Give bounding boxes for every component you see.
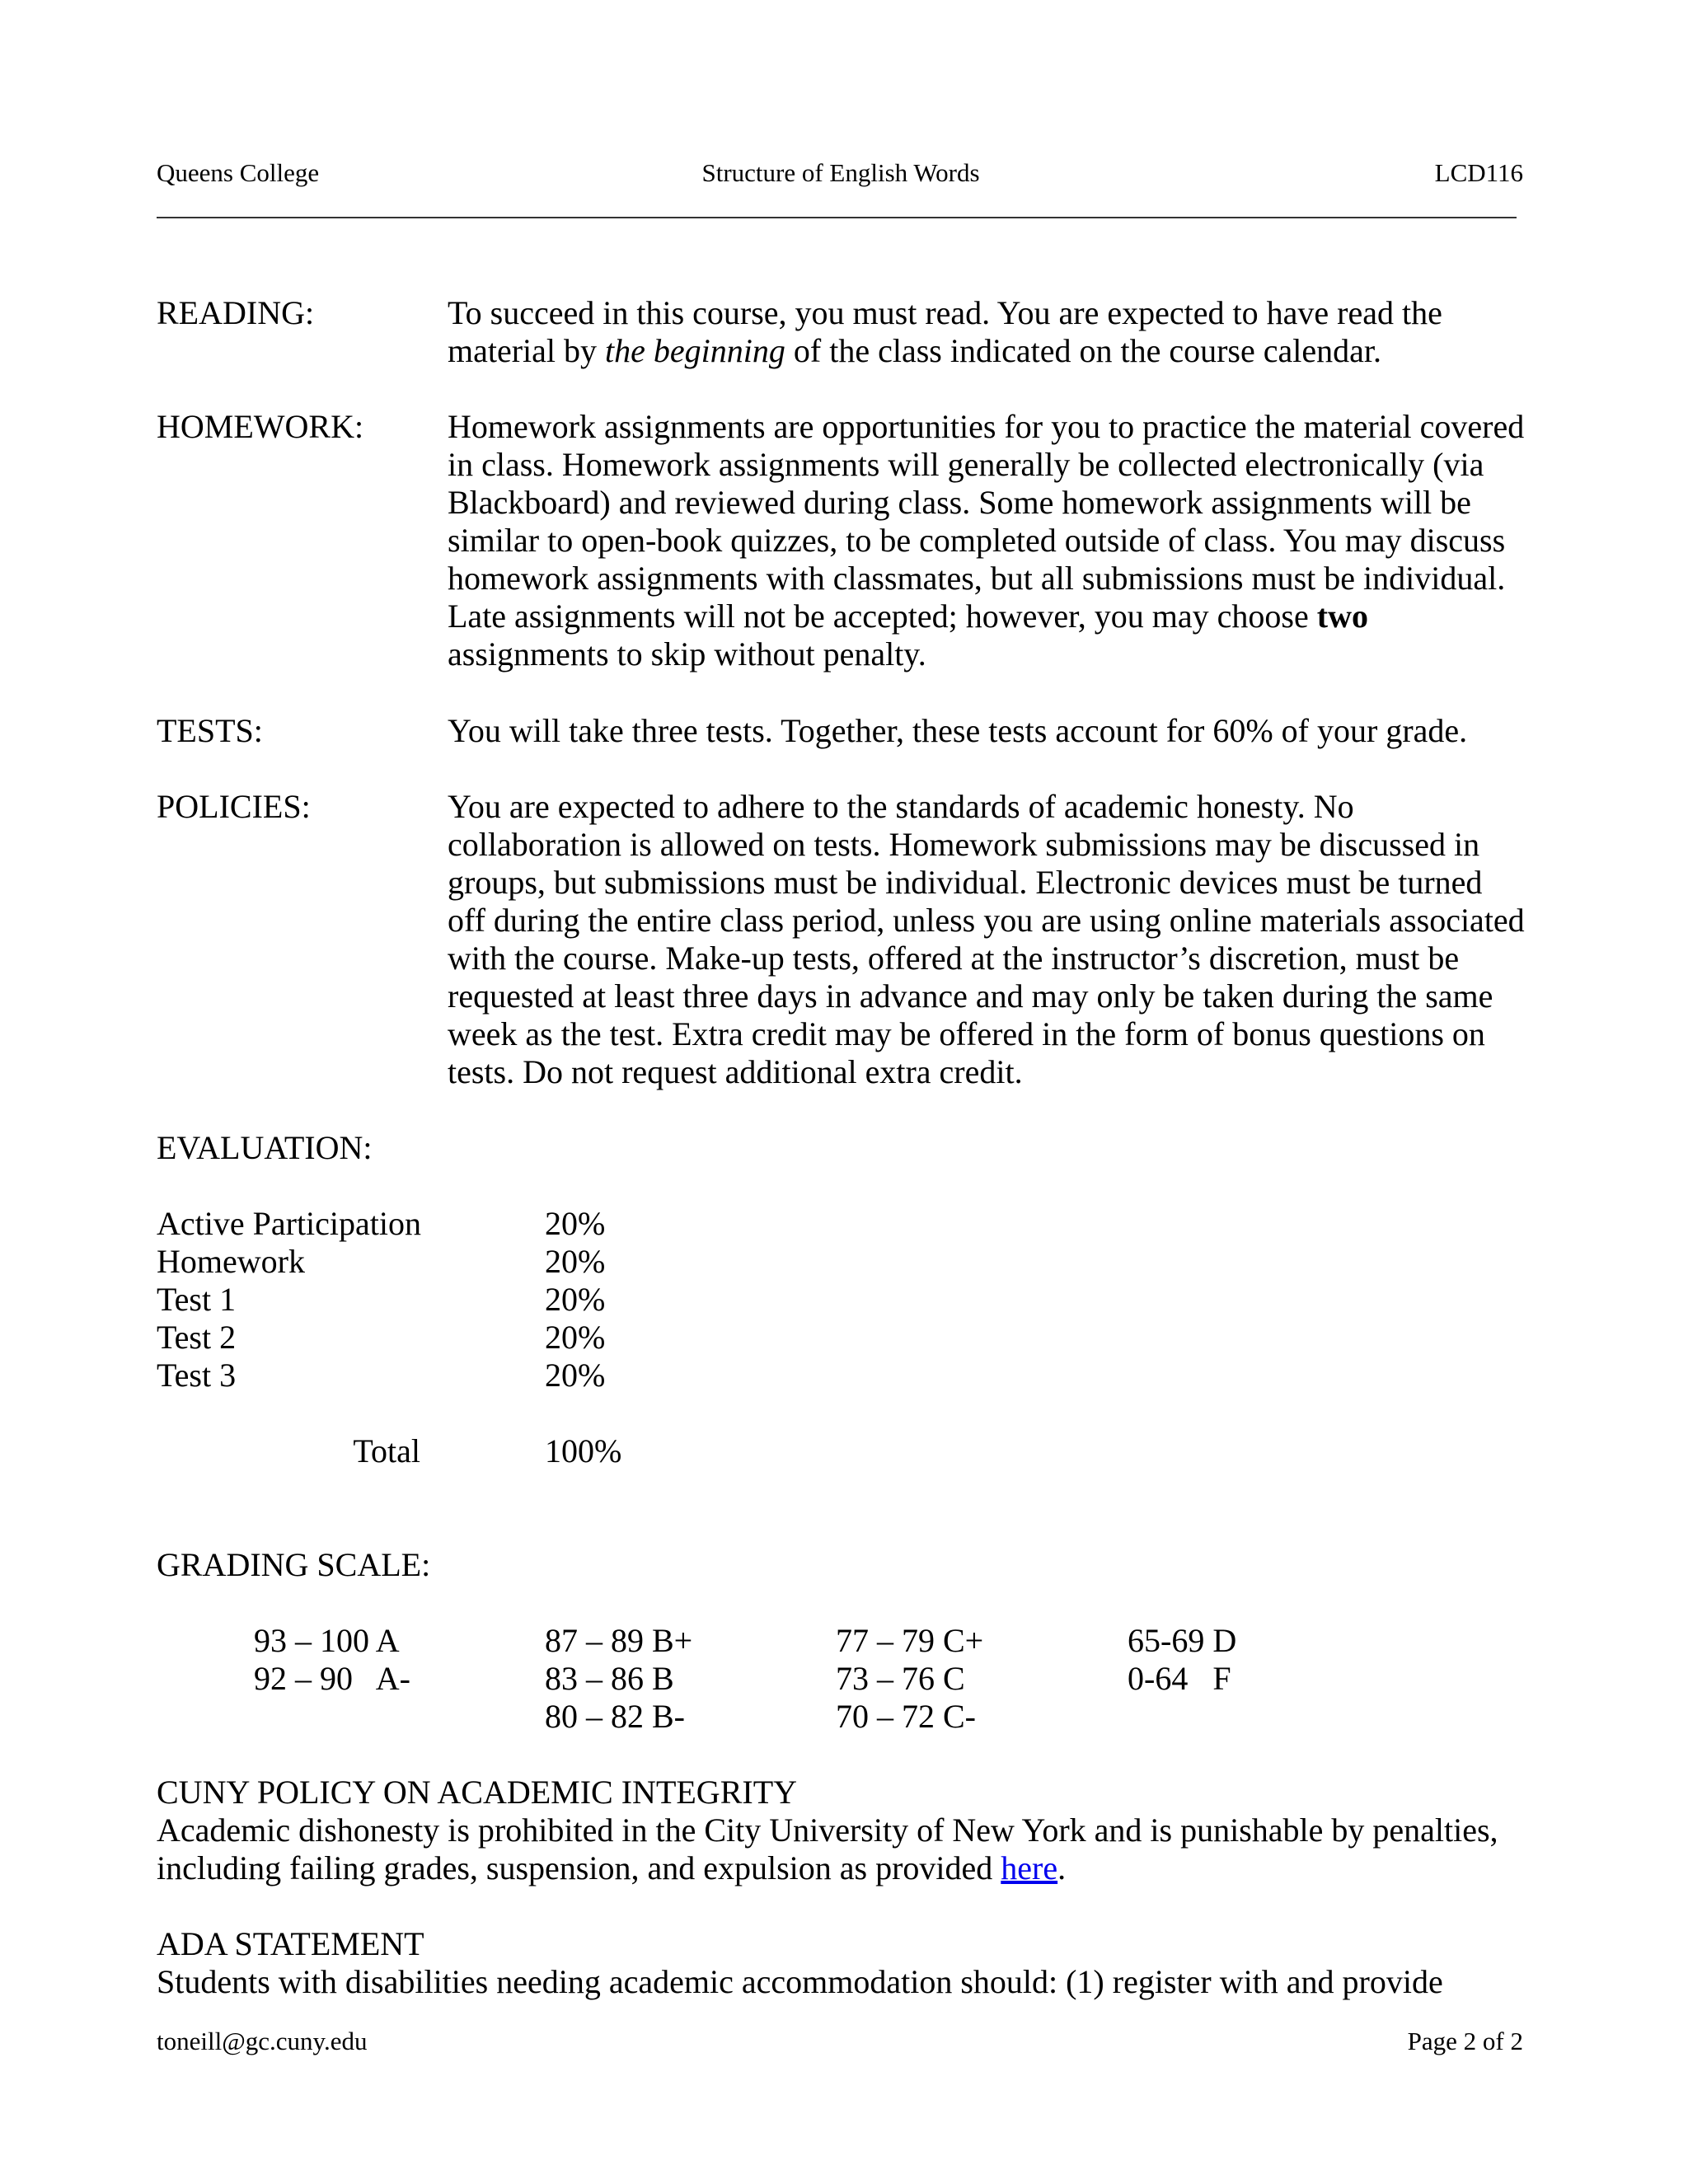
header-course-code: LCD116 xyxy=(1434,158,1523,187)
footer-email: toneill@gc.cuny.edu xyxy=(157,2027,368,2055)
cuny-policy-title: CUNY POLICY ON ACADEMIC INTEGRITY xyxy=(157,1774,798,1811)
grade-range: 65-69 D xyxy=(1128,1622,1237,1659)
header-institution: Queens College xyxy=(157,158,320,187)
grade-range: 77 – 79 C+ xyxy=(836,1622,984,1659)
grade-range: 73 – 76 C xyxy=(836,1660,965,1697)
footer-page-number: Page 2 of 2 xyxy=(1407,2027,1523,2055)
homework-line: Homework assignments are opportunities for you to practice the material covered xyxy=(448,408,1525,445)
homework-line: similar to open-book quizzes, to be completed outside of class. You may discuss xyxy=(448,522,1506,559)
policies-line: week as the test. Extra credit may be offered in the form of bonus questions on xyxy=(448,1015,1485,1052)
evaluation-label: EVALUATION: xyxy=(157,1129,373,1166)
ada-line-1: Students with disabilities needing academic accommodation should: (1) register with and provide xyxy=(157,1963,1443,2000)
reading-paragraph xyxy=(448,294,1536,370)
header-course-title: Structure of English Words xyxy=(701,158,980,187)
evaluation-item: Test 2 xyxy=(157,1319,237,1356)
grade-range: 92 – 90 A- xyxy=(254,1660,410,1697)
policies-line: You are expected to adhere to the standards of academic honesty. No xyxy=(448,788,1354,825)
evaluation-item: Homework xyxy=(157,1243,305,1280)
evaluation-item: Test 1 xyxy=(157,1281,237,1318)
policies-paragraph xyxy=(448,788,1536,1091)
homework-paragraph xyxy=(448,408,1536,673)
tests-label: TESTS: xyxy=(157,712,263,749)
reading-line-2 xyxy=(448,332,1536,370)
grading-scale-label: GRADING SCALE: xyxy=(157,1546,431,1583)
reading-line-2-end: of the class indicated on the course calendar. xyxy=(785,332,1381,369)
reading-line-2-start: material by xyxy=(448,332,606,369)
policies-label: POLICIES: xyxy=(157,788,311,825)
evaluation-percent: 20% xyxy=(545,1281,606,1318)
grade-range: 70 – 72 C- xyxy=(836,1698,976,1735)
policies-line: tests. Do not request additional extra credit. xyxy=(448,1053,1023,1090)
cuny-policy-line-2-start: including failing grades, suspension, and expulsion as provided xyxy=(157,1849,1001,1886)
homework-line: Blackboard) and reviewed during class. Some homework assignments will be xyxy=(448,484,1471,521)
evaluation-percent: 20% xyxy=(545,1243,606,1280)
grade-range: 83 – 86 B xyxy=(545,1660,674,1697)
homework-line: in class. Homework assignments will generally be collected electronically (via xyxy=(448,446,1484,483)
evaluation-percent: 20% xyxy=(545,1205,606,1242)
reading-line-1: To succeed in this course, you must read. You are expected to have read the xyxy=(448,294,1442,331)
homework-emphasis: two xyxy=(1316,598,1368,635)
cuny-policy-line-2-end: . xyxy=(1057,1849,1067,1886)
homework-label: HOMEWORK: xyxy=(157,408,364,445)
tests-line: You will take three tests. Together, these tests account for 60% of your grade. xyxy=(448,712,1468,749)
grade-range: 0-64 F xyxy=(1128,1660,1231,1697)
ada-title: ADA STATEMENT xyxy=(157,1925,424,1962)
cuny-policy-line-2 xyxy=(157,1849,1066,1887)
reading-label: READING: xyxy=(157,294,315,331)
grade-range: 80 – 82 B- xyxy=(545,1698,685,1735)
evaluation-total-label: Total xyxy=(353,1432,420,1469)
grade-range: 93 – 100 A xyxy=(254,1622,400,1659)
homework-line xyxy=(448,598,1536,635)
evaluation-total-percent: 100% xyxy=(545,1432,622,1469)
policies-line: off during the entire class period, unless you are using online materials associated xyxy=(448,902,1525,939)
grade-range: 87 – 89 B+ xyxy=(545,1622,693,1659)
policies-line: with the course. Make-up tests, offered at the instructor’s discretion, must be xyxy=(448,940,1460,977)
evaluation-item: Test 3 xyxy=(157,1357,237,1394)
homework-line: assignments to skip without penalty. xyxy=(448,635,926,673)
academic-integrity-link[interactable]: here xyxy=(1001,1849,1058,1886)
homework-line: homework assignments with classmates, but all submissions must be individual. xyxy=(448,560,1506,597)
policies-line: requested at least three days in advance and may only be taken during the same xyxy=(448,977,1493,1015)
policies-line: groups, but submissions must be individual. Electronic devices must be turned xyxy=(448,864,1483,901)
header-divider xyxy=(157,217,1517,218)
policies-line: collaboration is allowed on tests. Homework submissions may be discussed in xyxy=(448,826,1480,863)
cuny-policy-line-1: Academic dishonesty is prohibited in the City University of New York and is punishable by penalties, xyxy=(157,1811,1498,1849)
evaluation-item: Active Participation xyxy=(157,1205,422,1242)
tests-paragraph xyxy=(448,712,1536,750)
evaluation-percent: 20% xyxy=(545,1319,606,1356)
reading-emphasis: the beginning xyxy=(605,332,785,369)
evaluation-percent: 20% xyxy=(545,1357,606,1394)
homework-line-6-start: Late assignments will not be accepted; however, you may choose xyxy=(448,598,1317,635)
